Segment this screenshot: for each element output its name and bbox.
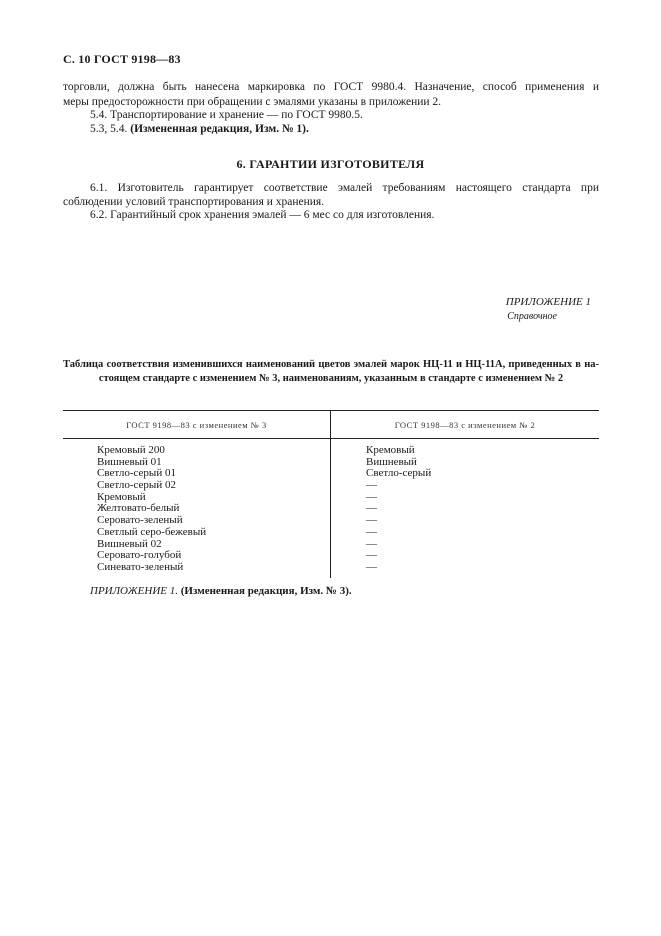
table-cell: Вишневый — [366, 456, 417, 468]
section-6-title: 6. ГАРАНТИИ ИЗГОТОВИТЕЛЯ — [236, 157, 425, 171]
table-cell: — — [366, 491, 377, 503]
clause-5-3-5-4 — [90, 122, 309, 137]
revision-note: (Измененная редакция, Изм. № 1). — [130, 123, 309, 135]
intro-line-1: торговли, должна быть нанесена маркировка по ГОСТ 9980.4. Назначение, способ применения и — [63, 81, 599, 93]
clause-6-1-line-2: соблюдении условий транспортирования и хранения. — [63, 196, 325, 208]
intro-line-2: меры предосторожности при обращении с эмалями указаны в приложении 2. — [63, 96, 442, 108]
table-cell: — — [366, 526, 377, 538]
table-header-rule — [63, 438, 599, 439]
footer-revision: (Измененная редакция, Изм. № 3). — [180, 585, 352, 597]
table-cell: Светло-серый 02 — [97, 479, 176, 491]
table-cell: — — [366, 514, 377, 526]
table-cell: — — [366, 502, 377, 514]
table-cell: — — [366, 479, 377, 491]
table-cell: Светлый серо-бежевый — [97, 526, 207, 538]
table-cell: Серовато-зеленый — [97, 514, 183, 526]
table-cell: Светло-серый 01 — [97, 467, 176, 479]
table-cell: Светло-серый — [366, 467, 432, 479]
table-cell: — — [366, 549, 377, 561]
table-cell: Кремовый — [97, 491, 146, 503]
table-column-divider — [330, 410, 331, 578]
footer-appendix-ref: ПРИЛОЖЕНИЕ 1. — [90, 585, 178, 597]
table-cell: Серовато-голубой — [97, 549, 182, 561]
table-header-col-1: ГОСТ 9198—83 с изменением № 3 — [126, 420, 267, 430]
appendix-sublabel: Справочное — [507, 311, 557, 322]
table-caption-line-1: Таблица соответствия изменившихся наименований цветов эмалей марок НЦ-11 и НЦ-11А, приведенных в на- — [63, 359, 599, 370]
table-cell: Вишневый 02 — [97, 538, 162, 550]
table-header-col-2: ГОСТ 9198—83 с изменением № 2 — [394, 420, 536, 430]
page-header: С. 10 ГОСТ 9198—83 — [63, 52, 181, 66]
table-caption-line-2: стоящем стандарте с изменением № 3, наименованиям, указанным в стандарте с изменением № 2 — [98, 373, 564, 384]
table-cell: Кремовый — [366, 444, 415, 456]
clause-5-4: 5.4. Транспортирование и хранение — по ГОСТ 9980.5. — [90, 109, 363, 121]
table-cell: Кремовый 200 — [97, 444, 165, 456]
clause-6-1-line-1: 6.1. Изготовитель гарантирует соответствие эмалей требованиям настоящего стандарта при — [90, 182, 599, 194]
table-cell: Вишневый 01 — [97, 456, 162, 468]
clause-number: 5.3, 5.4. — [90, 123, 128, 135]
table-cell: — — [366, 561, 377, 573]
table-cell: Синевато-зеленый — [97, 561, 184, 573]
appendix-revision-note — [90, 585, 352, 597]
table-cell: Желтовато-белый — [97, 502, 180, 514]
clause-6-2: 6.2. Гарантийный срок хранения эмалей — 6 мес со для изготовления. — [90, 209, 435, 221]
table-cell: — — [366, 538, 377, 550]
table-top-rule — [63, 410, 599, 411]
appendix-label: ПРИЛОЖЕНИЕ 1 — [505, 296, 591, 308]
